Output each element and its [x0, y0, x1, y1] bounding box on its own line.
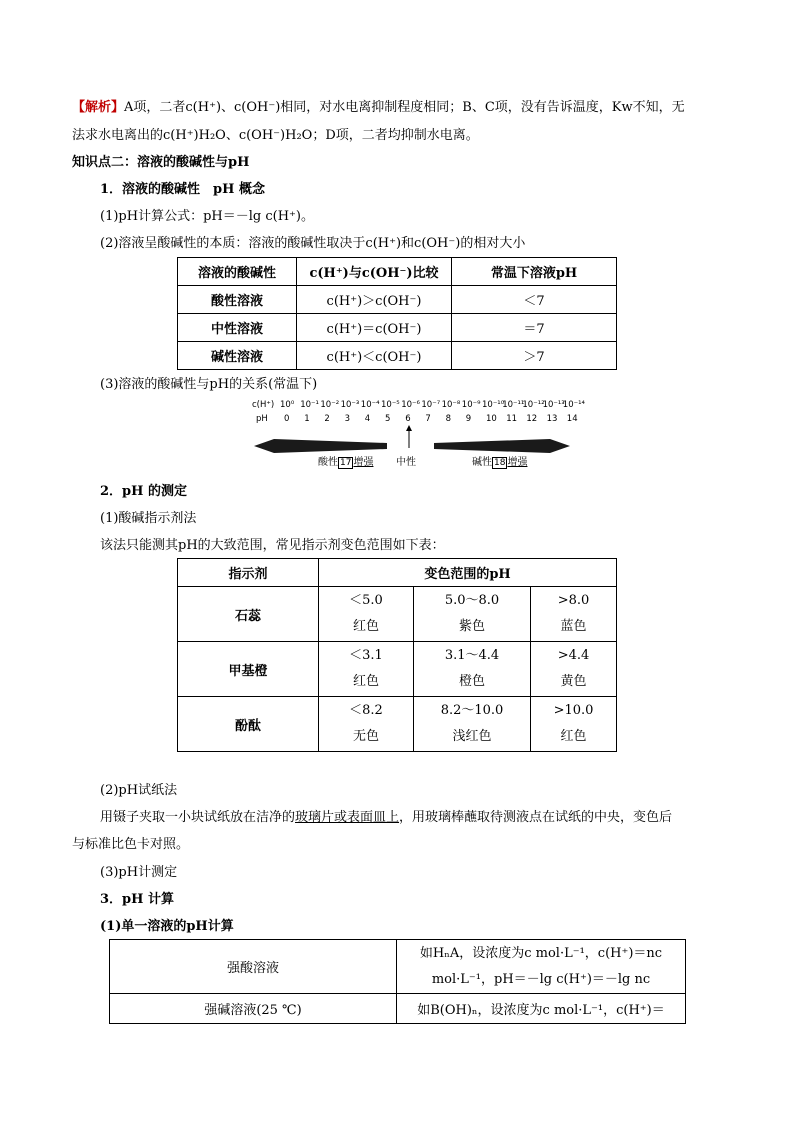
range-cell	[414, 697, 531, 752]
scale-h-value: 10⁰	[280, 400, 295, 410]
range-color: 红色	[352, 674, 379, 689]
table1-cell: c(H⁺)＝c(OH⁻)	[297, 314, 452, 342]
indicator-name: 酚酞	[178, 697, 319, 752]
calc-line-1: 如HₙA，设浓度为c mol·L⁻¹，c(H⁺)＝nc	[419, 945, 663, 961]
range-cell	[531, 697, 617, 752]
analysis-line-2: 法求水电离出的c(H⁺)H₂O、c(OH⁻)H₂O；D项，二者均抑制水电离。	[72, 128, 479, 143]
scale-h-label: c(H⁺)	[252, 400, 275, 410]
analysis-tag: 【解析】	[72, 100, 125, 115]
scale-h-value: 10⁻⁵	[381, 400, 400, 410]
scale-ph-value: 11	[506, 414, 518, 424]
scale-h-value: 10⁻⁷	[421, 400, 441, 410]
scale-ph-value: 13	[546, 414, 558, 424]
scale-ph-value: 9	[465, 414, 472, 424]
calc-label: 强碱溶液(25 ℃)	[110, 994, 397, 1024]
ph-paper-text-underline: 玻璃片或表面皿上	[295, 810, 400, 825]
table1-header-2: c(H⁺)与c(OH⁻)比较	[297, 258, 452, 286]
table1-cell: c(H⁺)＜c(OH⁻)	[297, 342, 452, 370]
range-color: 红色	[560, 729, 587, 744]
table-row	[178, 697, 617, 752]
ph-paper-text-2: 与标准比色卡对照。	[72, 837, 190, 852]
neutral-pointer-icon	[406, 425, 412, 431]
table-row	[178, 642, 617, 697]
acid-label-pre: 酸性	[318, 457, 338, 468]
range-cell	[531, 642, 617, 697]
scale-h-value: 10⁻⁴	[360, 400, 380, 410]
scale-ph-value: 0	[284, 414, 290, 424]
analysis-text-1: A项，二者c(H⁺)、c(OH⁻)相同，对水电离抑制程度相同；B、C项，没有告诉温度，Kw不知，无	[124, 100, 685, 115]
subsection-2-title: 2．pH 的测定	[100, 484, 187, 499]
calc-label: 强酸溶液	[110, 940, 397, 994]
scale-h-value: 10⁻⁸	[441, 400, 461, 410]
base-arrow-icon	[434, 439, 570, 453]
scale-h-value: 10⁻¹²	[522, 400, 545, 410]
scale-h-value: 10⁻¹³	[542, 400, 565, 410]
scale-ph-value: 14	[566, 414, 578, 424]
section-title: 知识点二：溶液的酸碱性与pH	[72, 155, 250, 170]
indicator-method-text: 该法只能测其pH的大致范围，常见指示剂变色范围如下表：	[100, 538, 445, 553]
table-row	[178, 587, 617, 642]
range-cell	[414, 642, 531, 697]
range-color: 紫色	[458, 619, 485, 634]
table1-cell: 中性溶液	[178, 314, 297, 342]
subsection-3-title: 3．pH 计算	[100, 892, 174, 907]
indicator-name: 石蕊	[178, 587, 319, 642]
range-color: 无色	[352, 729, 379, 744]
neutral-label: 中性	[396, 457, 416, 468]
range-cell	[531, 587, 617, 642]
ph-paper-text-post: ，用玻璃棒蘸取待测液点在试纸的中央，变色后	[399, 810, 673, 825]
table-row	[110, 940, 686, 994]
acid-arrow-icon	[254, 439, 387, 453]
ph-paper-title: (2)pH试纸法	[100, 783, 178, 798]
scale-ph-value: 3	[344, 414, 351, 424]
analysis-line-1	[72, 96, 685, 115]
scale-h-value: 10⁻¹¹	[502, 400, 525, 410]
table1-header-1: 溶液的酸碱性	[178, 258, 297, 286]
scale-h-value: 10⁻¹⁴	[562, 400, 585, 410]
range-value: 5.0～8.0	[444, 593, 500, 608]
acid-box: 17	[340, 458, 352, 468]
scale-ph-value: 2	[324, 414, 330, 424]
scale-ph-value: 6	[405, 414, 411, 424]
ph-scale-figure	[252, 398, 585, 470]
table-row	[178, 342, 617, 370]
scale-ph-value: 7	[425, 414, 431, 424]
acid-label	[318, 453, 373, 468]
range-value: 8.2～10.0	[440, 703, 504, 718]
table1-cell: ＞7	[452, 342, 617, 370]
scale-h-value: 10⁻²	[320, 400, 340, 410]
scale-ph-value: 5	[385, 414, 391, 424]
table-row	[110, 994, 686, 1024]
calc-line-2: mol·L⁻¹，pH＝－lg c(H⁺)＝－lg nc	[431, 971, 651, 987]
scale-h-value: 10⁻¹	[300, 400, 319, 410]
ph-paper-text-pre: 用镊子夹取一小块试纸放在洁净的	[100, 810, 296, 825]
range-value: 3.1～4.4	[444, 648, 500, 663]
range-value: >10.0	[553, 703, 594, 718]
table-row	[178, 286, 617, 314]
scale-ph-value: 1	[304, 414, 310, 424]
acidity-table	[177, 257, 617, 370]
range-color: 橙色	[458, 674, 485, 689]
table1-cell: c(H⁺)＞c(OH⁻)	[297, 286, 452, 314]
scale-h-value: 10⁻³	[340, 400, 360, 410]
calc-line-1: 如B(OH)ₙ，设浓度为c mol·L⁻¹，c(H⁺)＝	[397, 994, 686, 1024]
range-color: 蓝色	[560, 619, 587, 634]
ph-relation-text: (3)溶液的酸碱性与pH的关系(常温下)	[100, 377, 318, 392]
range-color: 红色	[352, 619, 379, 634]
range-color: 浅红色	[452, 729, 492, 744]
table2-header-1: 指示剂	[178, 559, 319, 587]
table1-cell: ＜7	[452, 286, 617, 314]
range-value: ＜3.1	[349, 648, 383, 663]
table2-header-2: 变色范围的pH	[319, 559, 617, 587]
base-label-pre: 碱性	[472, 457, 492, 468]
acid-base-essence-text: (2)溶液呈酸碱性的本质：溶液的酸碱性取决于c(H⁺)和c(OH⁻)的相对大小	[100, 236, 526, 251]
calc-cell	[397, 940, 686, 994]
indicator-table	[177, 558, 617, 752]
scale-ph-value: 8	[445, 414, 452, 424]
indicator-method-title: (1)酸碱指示剂法	[100, 511, 197, 526]
scale-ph-value: 12	[526, 414, 538, 424]
range-color: 黄色	[560, 674, 587, 689]
range-value: >8.0	[557, 593, 590, 608]
table1-cell: ＝7	[452, 314, 617, 342]
scale-ph-label: pH	[256, 414, 268, 424]
ph-calc-table	[109, 939, 686, 1024]
scale-ph-value: 10	[486, 414, 497, 424]
scale-h-value: 10⁻¹⁰	[482, 400, 505, 410]
subsection-1-title: 1．溶液的酸碱性 pH 概念	[100, 182, 265, 197]
range-value: ＜5.0	[349, 593, 383, 608]
base-label	[472, 453, 527, 468]
ph-formula-text: (1)pH计算公式：pH＝－lg c(H⁺)。	[100, 209, 314, 224]
range-cell	[319, 697, 414, 752]
table1-cell: 酸性溶液	[178, 286, 297, 314]
range-cell	[414, 587, 531, 642]
scale-ph-value: 4	[364, 414, 371, 424]
range-value: >4.4	[557, 648, 590, 663]
table-row	[178, 314, 617, 342]
range-value: ＜8.2	[349, 703, 383, 718]
base-label-post: 增强	[507, 457, 528, 468]
base-box: 18	[494, 458, 506, 468]
ph-paper-text-1	[100, 806, 672, 825]
range-cell	[319, 642, 414, 697]
scale-h-value: 10⁻⁶	[401, 400, 420, 410]
indicator-name: 甲基橙	[178, 642, 319, 697]
acid-label-post: 增强	[353, 457, 374, 468]
table1-cell: 碱性溶液	[178, 342, 297, 370]
subsection-3a-title: (1)单一溶液的pH计算	[100, 919, 234, 934]
table1-header-3: 常温下溶液pH	[452, 258, 617, 286]
scale-h-value: 10⁻⁹	[461, 400, 481, 410]
ph-meter-title: (3)pH计测定	[100, 865, 178, 880]
range-cell	[319, 587, 414, 642]
